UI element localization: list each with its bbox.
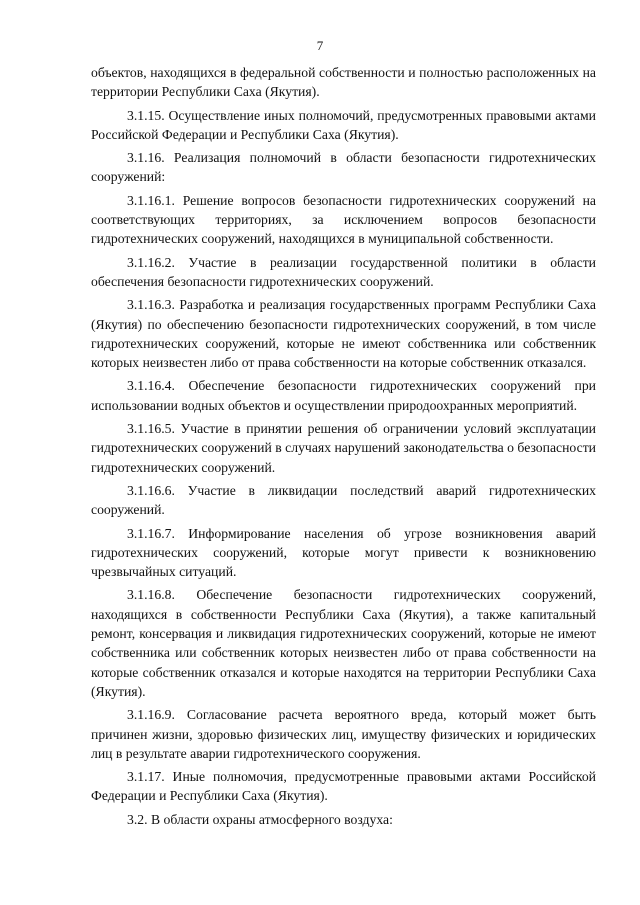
paragraph-3-1-16-1: 3.1.16.1. Решение вопросов безопасности гидротехнических сооружений на соответствующих территориях, за исключением вопросов безопасности гидротехнических сооружений, находящихся в муниципальной собственности. — [91, 192, 596, 247]
paragraph-3-1-17: 3.1.17. Иные полномочия, предусмотренные правовыми актами Российской Федерации и Республики Саха (Якутия). — [91, 769, 596, 804]
document-body — [91, 63, 596, 833]
paragraph-3-1-16-4: 3.1.16.4. Обеспечение безопасности гидротехнических сооружений при использовании водных объектов и осуществлении природоохранных мероприятий. — [91, 378, 596, 413]
paragraph-3-1-16-2: 3.1.16.2. Участие в реализации государственной политики в области обеспечения безопасности гидротехнических сооружений. — [91, 254, 596, 289]
paragraph-3-1-16-8: 3.1.16.8. Обеспечение безопасности гидротехнических сооружений, находящихся в собственности Республики Саха (Якутия), а также капитальный ремонт, консервация и ликвидация гидротехнических сооружений, которые не имеют собственника или собственник которых неизвестен либо от права собственности на которые собственник отказался и которые находятся на территории Республики Саха (Якутия). — [91, 587, 596, 699]
paragraph-3-1-15: 3.1.15. Осуществление иных полномочий, предусмотренных правовыми актами Российской Федерации и Республики Саха (Якутия). — [91, 107, 596, 142]
paragraph-3-1-16: 3.1.16. Реализация полномочий в области безопасности гидротехнических сооружений: — [91, 150, 596, 185]
paragraph-3-1-16-6: 3.1.16.6. Участие в ликвидации последствий аварий гидротехнических сооружений. — [91, 482, 596, 518]
paragraph-3-1-16-7: 3.1.16.7. Информирование населения об угрозе возникновения аварий гидротехнических сооружений, которые могут привести к возникновению чрезвычайных ситуаций. — [91, 525, 596, 580]
paragraph-3-2: 3.2. В области охраны атмосферного воздуха: — [127, 811, 393, 827]
page-number: 7 — [316, 38, 324, 53]
paragraph-3-1-16-9: 3.1.16.9. Согласование расчета вероятного вреда, который может быть причинен жизни, здоровью физических лиц, имуществу физических и юридических лиц в результате аварии гидротехнического сооружения. — [91, 707, 596, 761]
paragraph-3-1-16-5: 3.1.16.5. Участие в принятии решения об ограничении условий эксплуатации гидротехнических сооружений в случаях нарушений законодательства о безопасности гидротехнических сооружений. — [91, 421, 596, 475]
paragraph-continuation: объектов, находящихся в федеральной собственности и полностью расположенных на территории Республики Саха (Якутия). — [91, 65, 596, 100]
paragraph-3-1-16-3: 3.1.16.3. Разработка и реализация государственных программ Республики Саха (Якутия) по обеспечению безопасности гидротехнических сооружений, в том числе гидротехнических сооружений, которые не имеют собственника или собственник которых неизвестен либо от права собственности на которые собственник отказался. — [91, 297, 596, 371]
